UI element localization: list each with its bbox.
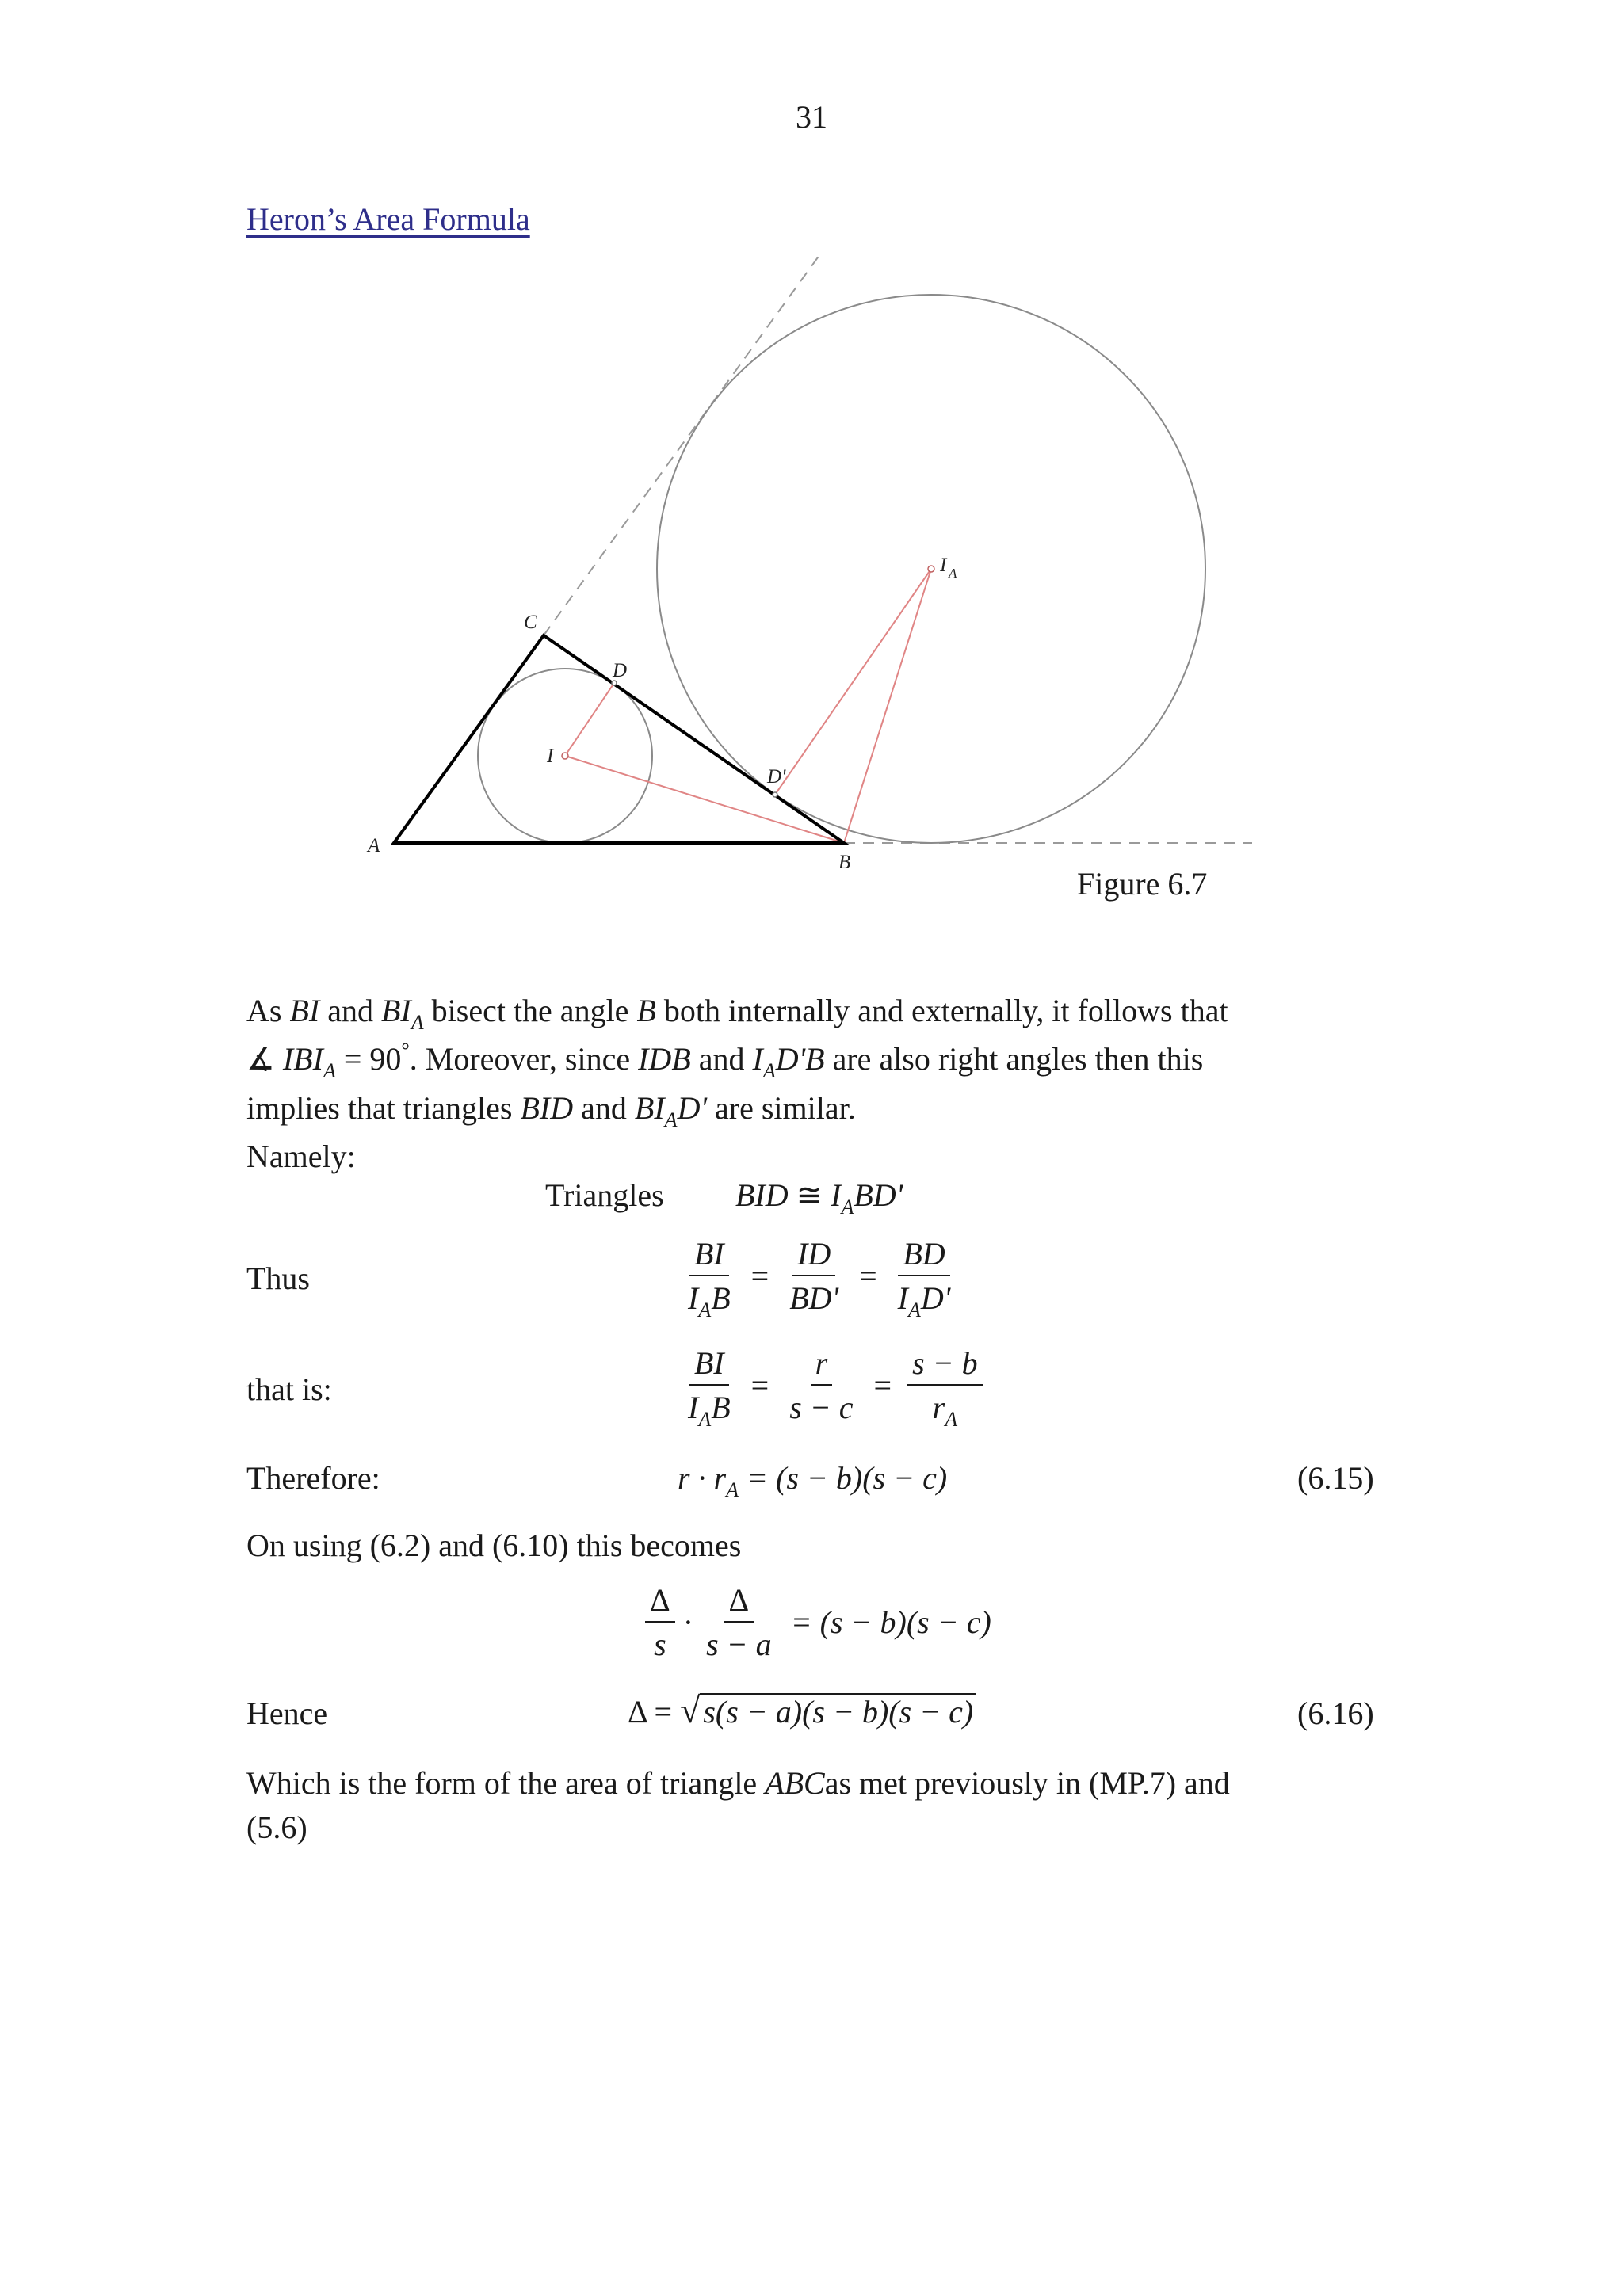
label-b: B [838,852,851,873]
therefore-equation: $r \cdot r_A = (s - b)(s - c)$ [678,1460,948,1501]
math-b: B [636,993,656,1028]
segment-ia-dprime [775,569,931,795]
thus-label: Thus [246,1261,310,1296]
label-d: D [613,660,628,681]
denominator: s [654,1627,666,1662]
math-ia: I [752,1041,763,1077]
equals-sign: = [873,1367,892,1403]
text: and [319,993,381,1028]
text: . Moreover, since [409,1041,639,1077]
point-dprime [773,792,777,797]
on-using-text: On using (6.2) and (6.10) this becomes [246,1527,742,1563]
hence-label: Hence [246,1695,328,1731]
dot-operator: · [682,1604,694,1640]
denominator: $I_AB$ [688,1390,731,1431]
delta-equation [645,1582,991,1662]
radical-sign: √ [680,1690,701,1730]
namely-label: Namely: [246,1138,356,1174]
math-bia: BI [380,993,411,1028]
math-idb: IDB [638,1041,691,1077]
equation-number-6-15: (6.15) [1297,1460,1374,1496]
section-title-link[interactable]: Heron’s Area Formula [246,201,530,237]
denominator: $I_AB$ [688,1280,731,1322]
fraction [785,1238,843,1314]
fraction [893,1236,956,1322]
fraction [785,1345,857,1425]
paragraph-line-2 [246,1039,1204,1082]
text: are similar. [707,1090,856,1126]
text: As [246,993,290,1028]
denominator: BD' [789,1280,839,1316]
equals-sign: = [750,1258,769,1294]
segment-i-b [565,756,844,843]
math-dprime-b: D'B [775,1041,825,1077]
subscript: A [762,1059,776,1082]
equals-sign: = [750,1367,769,1403]
point-i [562,753,568,759]
numerator: Δ [724,1585,754,1623]
text: implies that triangles [246,1090,521,1126]
point-ia [928,566,934,572]
fraction [645,1582,675,1662]
subscript: A [411,1011,424,1034]
subscript: A [323,1059,336,1082]
math-bdprime: BD' [854,1177,903,1213]
label-d-prime: D' [767,766,786,788]
subscript: A [664,1108,678,1131]
rhs: = (s − b)(s − c) [790,1604,991,1640]
thatis-label: that is: [246,1371,332,1407]
denominator: $r_A$ [932,1390,958,1431]
math-bi: BI [289,993,320,1028]
numerator: r [811,1348,833,1386]
equation-number-6-16: (6.16) [1297,1695,1374,1731]
label-i: I [547,746,554,767]
segment-ia-b [844,569,931,843]
denominator: s − a [706,1627,772,1662]
text: and [573,1090,635,1126]
therefore-label: Therefore: [246,1460,380,1496]
fraction [683,1345,735,1431]
numerator: BI [689,1348,729,1386]
final-paragraph-line-1: Which is the form of the area of triangle ABCas met previously in (MP.7) and [246,1765,1230,1801]
math-bia: BI [634,1090,665,1126]
label-a: A [368,835,380,856]
text: bisect the angle [423,993,637,1028]
label-c: C [524,612,537,633]
denominator: s − c [789,1390,854,1425]
numerator: Δ [645,1585,675,1623]
dashed-line-ac-extension [544,252,822,635]
text: both internally and externally, it follows that [655,993,1228,1028]
numerator: BD [898,1238,949,1276]
fraction [701,1582,777,1662]
final-paragraph-line-2: (5.6) [246,1810,307,1845]
subscript: A [841,1196,854,1219]
numerator: ID [792,1238,835,1276]
page-number: 31 [796,99,827,135]
label-ia: I [940,555,947,576]
thus-equation [683,1236,955,1322]
math-dprime: D' [677,1090,708,1126]
fraction [907,1345,983,1431]
numerator: BI [689,1238,729,1276]
triangles-similarity [735,1177,903,1219]
label-ia-subscript: A [949,566,957,581]
thatis-equation [683,1345,983,1431]
degree-symbol: ° [401,1039,410,1062]
text: are also right angles then this [824,1041,1204,1077]
text: and [690,1041,753,1077]
math-ibia: IBI [282,1041,323,1077]
radicand: s(s − a)(s − b)(s − c) [700,1693,976,1728]
triangles-label: Triangles [545,1177,664,1213]
denominator: $I_AD'$ [897,1280,951,1322]
math-abc: ABC [765,1765,825,1801]
congruence-symbol: ≅ [796,1177,823,1213]
hence-equation [628,1692,976,1729]
figure-caption: Figure 6.7 [1077,866,1208,902]
figure-6-7 [0,0,1623,935]
math-bid: BID [735,1177,789,1213]
paragraph-line-3 [246,1090,856,1131]
lhs: Δ = [628,1694,681,1730]
fraction [683,1236,735,1322]
angle-symbol: ∡ [246,1041,275,1077]
equation-text: = 90 [335,1041,402,1077]
numerator: s − b [907,1348,983,1386]
math-ia: I [831,1177,842,1213]
segment-i-d [565,683,614,756]
equals-sign: = [859,1258,877,1294]
math-bid: BID [520,1090,574,1126]
paragraph-line-1 [246,993,1228,1034]
